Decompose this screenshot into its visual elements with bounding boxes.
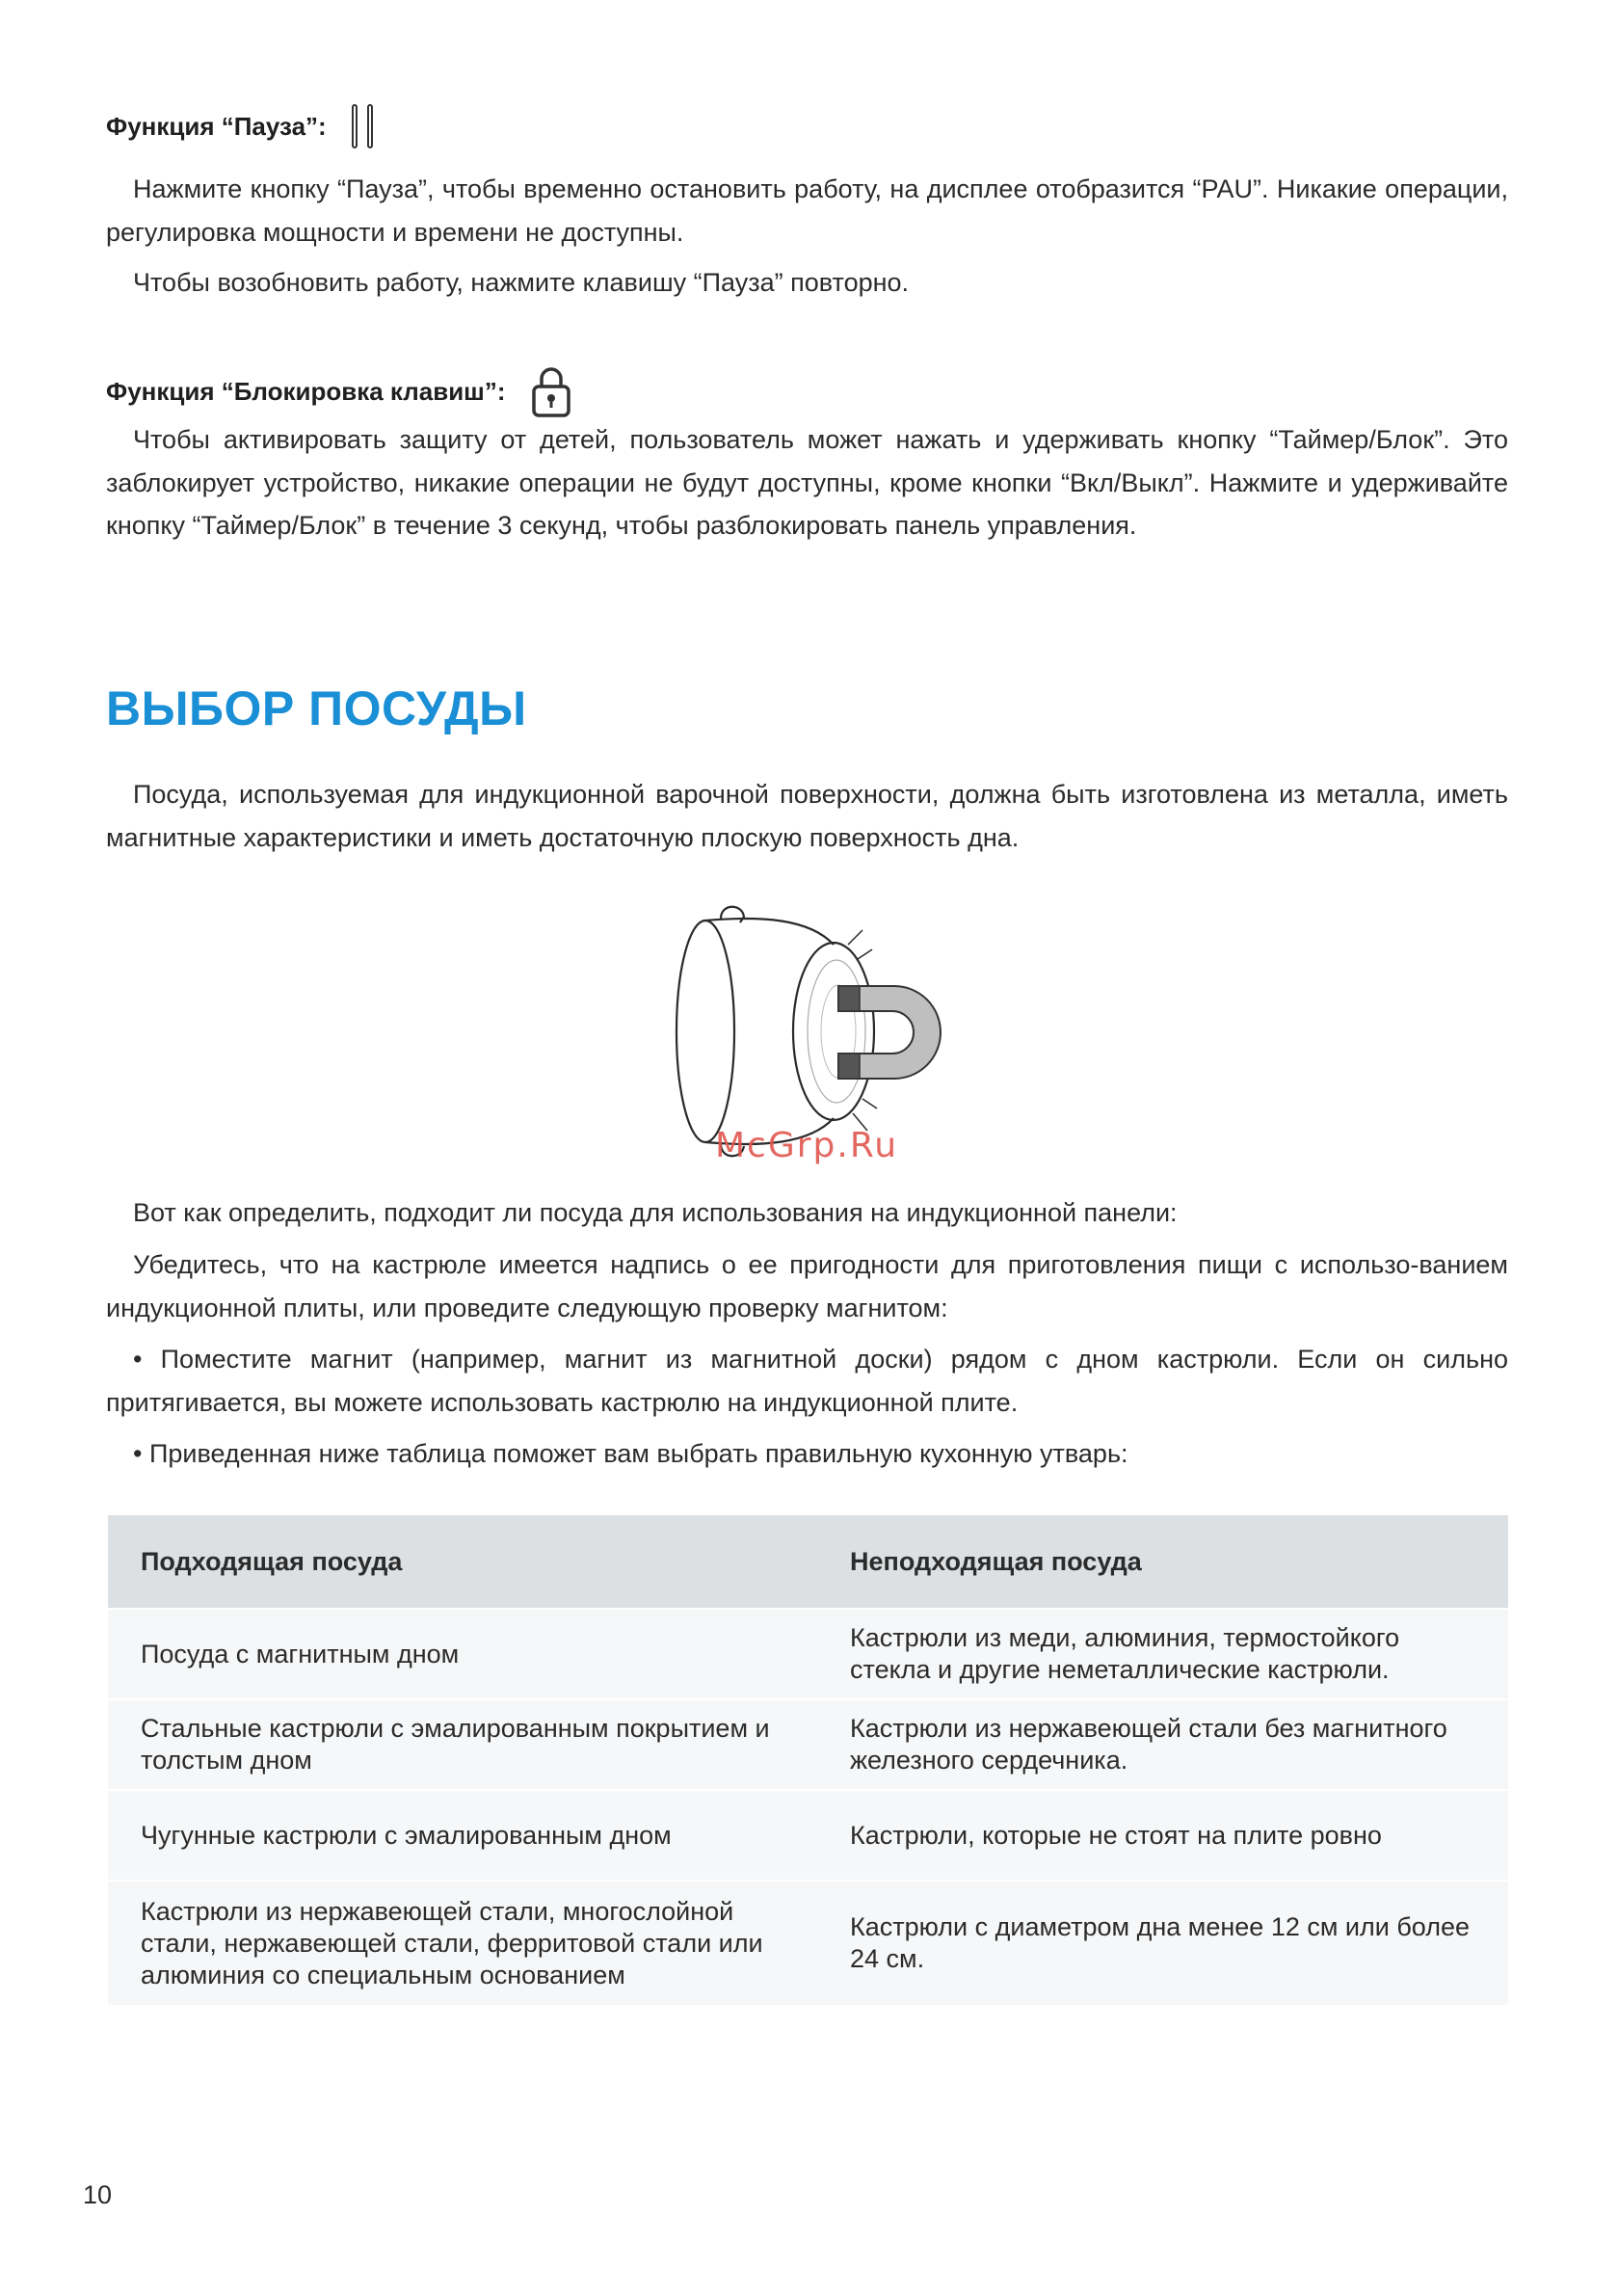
pause-paragraph-2: Чтобы возобновить работу, нажмите клавишу “Пауза” повторно.	[133, 268, 910, 297]
pause-function-heading	[106, 104, 377, 148]
table-row	[108, 1609, 1508, 1699]
table-row	[108, 1881, 1508, 2005]
lock-paragraph: Чтобы активировать защиту от детей, пользователь может нажать и удерживать кнопку “Таймер/Блок”. Это заблокирует устройство, никакие операции не будут доступны, кроме кнопки “Вкл/Выкл”. Нажмите и удерживайте кнопку “Таймер/Блок” в течение 3 секунд, чтобы разблокировать панель управления.	[106, 425, 1508, 540]
table-cell: Кастрюли, которые не стоят на плите ровно	[817, 1790, 1508, 1881]
table-cell: Чугунные кастрюли с эмалированным дном	[108, 1790, 817, 1881]
cookware-table	[108, 1515, 1508, 2005]
pot-magnet-illustration	[665, 901, 954, 1161]
cookware-intro: Посуда, используемая для индукционной варочной поверхности, должна быть изготовлена из металла, иметь магнитные характеристики и иметь достаточную плоскую поверхность дна.	[106, 780, 1508, 852]
table-cell: Стальные кастрюли с эмалированным покрытием и толстым дном	[108, 1699, 817, 1790]
table-cell: Кастрюли из меди, алюминия, термостойкого стекла и другие неметаллические кастрюли.	[817, 1609, 1508, 1699]
table-cell: Посуда с магнитным дном	[108, 1609, 817, 1699]
bullet-table: • Приведенная ниже таблица поможет вам выбрать правильную кухонную утварь:	[133, 1439, 1128, 1468]
page-number: 10	[83, 2180, 113, 2209]
header-suitable: Подходящая посуда	[108, 1515, 817, 1609]
pause-paragraph-1: Нажмите кнопку “Пауза”, чтобы временно остановить работу, на дисплее отобразится “PAU”. Никакие операции, регулировка мощности и времени не доступны.	[106, 174, 1508, 247]
pause-icon	[350, 104, 377, 148]
table-cell: Кастрюли из нержавеющей стали, многослойной стали, нержавеющей стали, ферритовой стали или алюминия со специальным основанием	[108, 1881, 817, 2005]
table-cell: Кастрюли из нержавеющей стали без магнитного железного сердечника.	[817, 1699, 1508, 1790]
check-intro: Вот как определить, подходит ли посуда для использования на индукционной панели:	[133, 1198, 1178, 1227]
lock-heading-text: Функция “Блокировка клавиш”:	[106, 376, 506, 406]
check-text: Убедитесь, что на кастрюле имеется надпись о ее пригодности для приготовления пищи с использо-ванием индукционной плиты, или проведите следующую проверку магнитом:	[106, 1250, 1508, 1322]
header-unsuitable: Неподходящая посуда	[817, 1515, 1508, 1609]
section-title: ВЫБОР ПОСУДЫ	[106, 681, 527, 735]
table-cell: Кастрюли с диаметром дна менее 12 см или более 24 см.	[817, 1881, 1508, 2005]
table-row	[108, 1790, 1508, 1881]
table-header-row	[108, 1515, 1508, 1609]
lock-icon	[531, 364, 571, 418]
watermark: McGrp.Ru	[715, 1126, 899, 1165]
table-row	[108, 1699, 1508, 1790]
lock-function-heading	[106, 364, 571, 418]
bullet-magnet: • Поместите магнит (например, магнит из магнитной доски) рядом с дном кастрюли. Если он сильно притягивается, вы можете использовать кастрюлю на индукционной плите.	[106, 1345, 1508, 1417]
pause-heading-text: Функция “Пауза”:	[106, 111, 327, 141]
